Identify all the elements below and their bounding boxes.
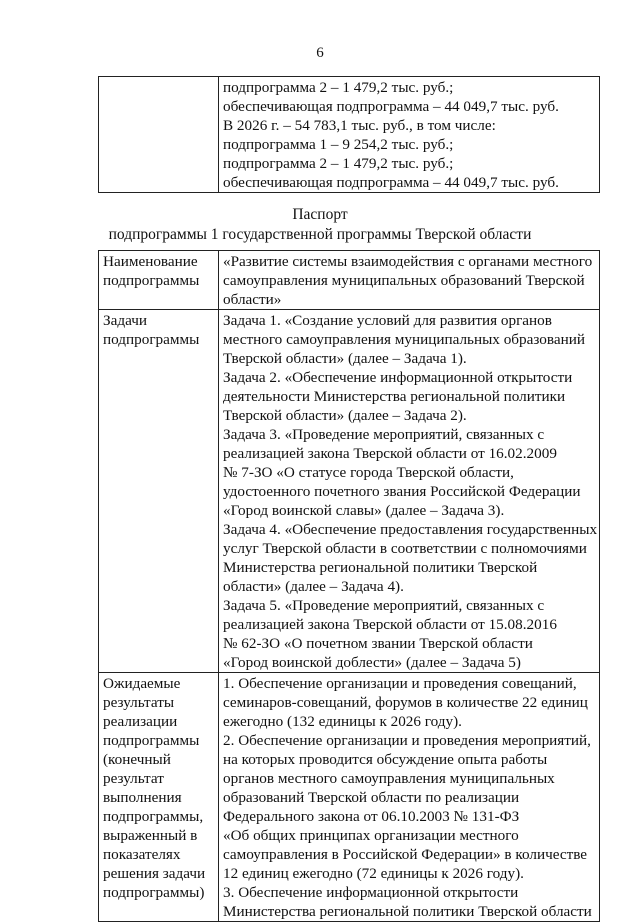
passport-title: Паспорт: [292, 206, 348, 223]
continuation-label-cell: [99, 77, 219, 193]
value-line: № 7-ЗО «О статусе города Тверской области,: [223, 464, 514, 481]
passport-subtitle: подпрограммы 1 государственной программы Тверской области: [108, 226, 532, 243]
table-row-results: [99, 673, 600, 922]
name-label-cell: [99, 251, 219, 310]
value-line: области»: [223, 291, 282, 308]
label-line: результат: [103, 770, 164, 787]
continuation-row: [99, 77, 600, 193]
label-line: подпрограммы): [103, 884, 205, 901]
value-line: «Развитие системы взаимодействия с органами местного: [223, 253, 593, 270]
label-line: Задачи: [103, 312, 147, 329]
value-line: 3. Обеспечение информационной открытости: [223, 884, 519, 901]
label-line: выполнения: [103, 789, 182, 806]
results-label-cell: [99, 673, 219, 922]
value-line: услуг Тверской области в соответствии с полномочиями: [223, 540, 587, 557]
continuation-line: подпрограмма 2 – 1 479,2 тыс. руб.;: [223, 79, 454, 96]
value-line: Задача 1. «Создание условий для развития органов: [223, 312, 552, 329]
continuation-table: [98, 76, 600, 193]
value-line: 12 единиц ежегодно (72 единицы к 2026 году).: [223, 865, 524, 882]
value-line: Задача 5. «Проведение мероприятий, связанных с: [223, 597, 545, 614]
value-line: органов местного самоуправления муниципальных: [223, 770, 555, 787]
table-row-tasks: [99, 310, 600, 673]
label-line: реализации: [103, 713, 178, 730]
label-line: выраженный в: [103, 827, 198, 844]
value-line: Тверской области» (далее – Задача 2).: [223, 407, 467, 424]
value-line: удостоенного почетного звания Российской Федерации: [223, 483, 581, 500]
results-value-cell: [219, 673, 600, 922]
value-line: ежегодно (132 единицы к 2026 году).: [223, 713, 462, 730]
value-line: образований Тверской области по реализации: [223, 789, 520, 806]
label-line: Наименование: [103, 253, 198, 270]
value-line: № 62-ЗО «О почетном звании Тверской области: [223, 635, 533, 652]
table-row-name: [99, 251, 600, 310]
continuation-value-cell: [219, 77, 600, 193]
name-value-cell: [219, 251, 600, 310]
passport-heading: [0, 205, 640, 245]
value-line: самоуправления муниципальных образований Тверской: [223, 272, 585, 289]
continuation-line: В 2026 г. – 54 783,1 тыс. руб., в том числе:: [223, 117, 496, 134]
value-line: Тверской области» (далее – Задача 1).: [223, 350, 467, 367]
value-line: Федерального закона от 06.10.2003 № 131-ФЗ: [223, 808, 520, 825]
continuation-line: подпрограмма 2 – 1 479,2 тыс. руб.;: [223, 155, 454, 172]
value-line: 2. Обеспечение организации и проведения мероприятий,: [223, 732, 591, 749]
label-line: Ожидаемые: [103, 675, 181, 692]
value-line: реализацией закона Тверской области от 15.08.2016: [223, 616, 557, 633]
label-line: подпрограммы: [103, 272, 200, 289]
value-line: самоуправления в Российской Федерации» в количестве: [223, 846, 588, 863]
value-line: «Город воинской доблести» (далее – Задача 5): [223, 654, 521, 671]
value-line: Задача 4. «Обеспечение предоставления государственных: [223, 521, 598, 538]
label-line: подпрограммы: [103, 331, 200, 348]
value-line: области» (далее – Задача 4).: [223, 578, 404, 595]
tasks-label-cell: [99, 310, 219, 673]
value-line: Задача 2. «Обеспечение информационной открытости: [223, 369, 573, 386]
label-line: результаты: [103, 694, 175, 711]
continuation-line: обеспечивающая подпрограмма – 44 049,7 тыс. руб.: [223, 174, 559, 191]
passport-table: [98, 250, 600, 922]
value-line: 1. Обеспечение организации и проведения совещаний,: [223, 675, 577, 692]
value-line: реализацией закона Тверской области от 16.02.2009: [223, 445, 557, 462]
value-line: на которых проводится обсуждение опыта работы: [223, 751, 548, 768]
label-line: подпрограммы: [103, 732, 200, 749]
continuation-line: обеспечивающая подпрограмма – 44 049,7 тыс. руб.: [223, 98, 559, 115]
value-line: Задача 3. «Проведение мероприятий, связанных с: [223, 426, 545, 443]
value-line: местного самоуправления муниципальных образований: [223, 331, 585, 348]
value-line: семинаров-совещаний, форумов в количестве 22 единиц: [223, 694, 588, 711]
value-line: Министерства региональной политики Тверской области: [223, 903, 592, 920]
value-line: «Об общих принципах организации местного: [223, 827, 519, 844]
page-number: 6: [316, 45, 324, 61]
label-line: (конечный: [103, 751, 171, 768]
tasks-value-cell: [219, 310, 600, 673]
label-line: решения задачи: [103, 865, 206, 882]
value-line: деятельности Министерства региональной политики: [223, 388, 566, 405]
continuation-line: подпрограмма 1 – 9 254,2 тыс. руб.;: [223, 136, 454, 153]
label-line: подпрограммы,: [103, 808, 204, 825]
label-line: показателях: [103, 846, 181, 863]
value-line: Министерства региональной политики Тверской: [223, 559, 538, 576]
value-line: «Город воинской славы» (далее – Задача 3).: [223, 502, 505, 519]
